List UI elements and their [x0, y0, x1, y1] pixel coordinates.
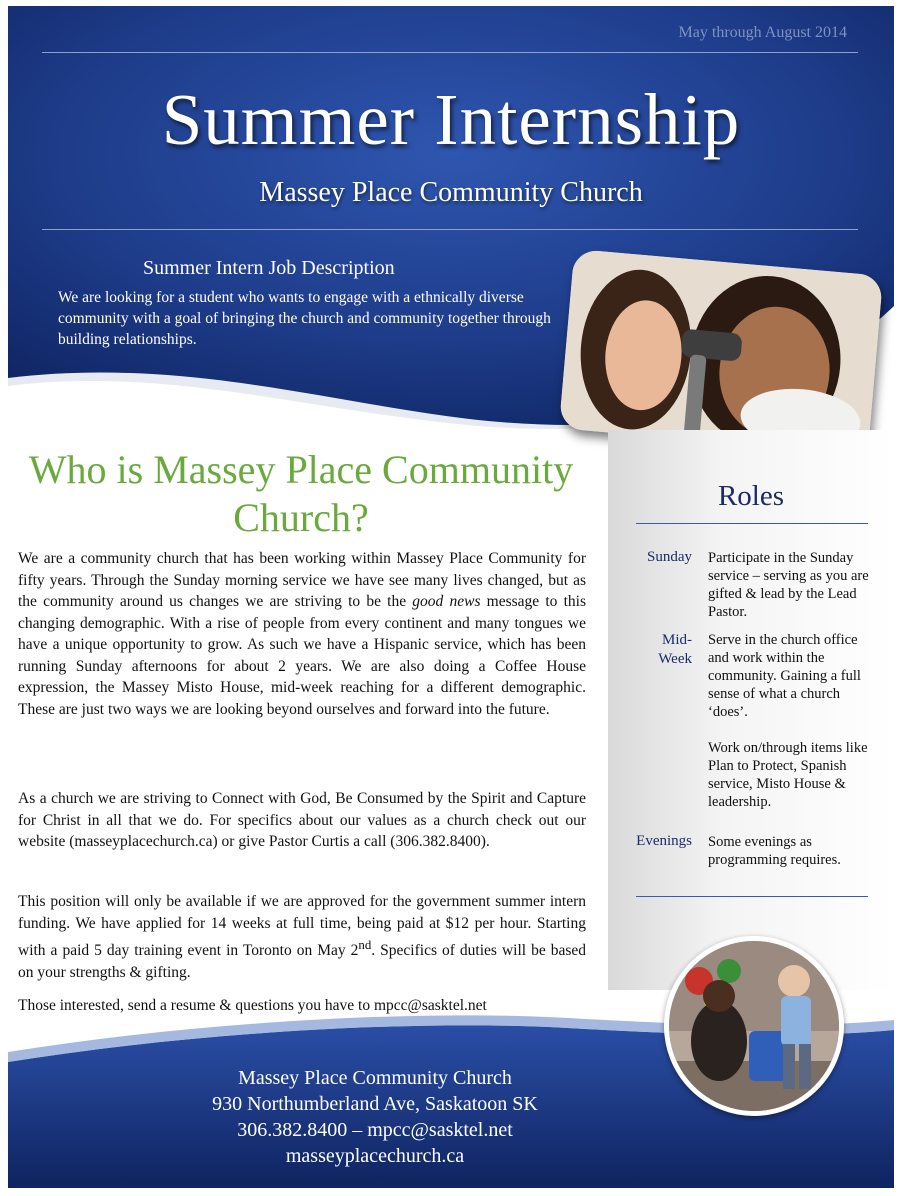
good-news-emphasis: good news [412, 593, 481, 610]
eye-exam-photo [559, 249, 884, 455]
role-label-evenings: Evenings [636, 833, 692, 849]
who-heading: Who is Massey Place Community Church? [28, 447, 574, 540]
date-range: May through August 2014 [678, 24, 847, 41]
roles-top-divider [636, 523, 868, 524]
date-suffix: nd [358, 937, 372, 952]
header-top-divider [42, 52, 858, 53]
role-label-sunday: Sunday [647, 549, 692, 565]
who-paragraph-1-start: We are a community church that has been working within Massey Place Community for fifty years. Through the Sunday morning service we have see many lives changed, but as the community around us changes we are striving to be the [18, 550, 586, 610]
who-paragraph-3 [18, 891, 586, 983]
role-desc-items: Work on/through items like Plan to Protect, Spanish service, Misto House & leadership. [708, 740, 868, 810]
church-name-subtitle: Massey Place Community Church [259, 177, 643, 208]
who-paragraph-1-end: message to this changing demographic. With a rise of people from every continent and many tongues we have a unique opportunity to grow. As such we have a Hispanic service, which has been running Sunday afternoons for about 2 years. We are also doing a Coffee House expression, the Massey Misto House, mid-week reaching for a different demographic. These are just two ways we are looking beyond ourselves and forward into the future. [18, 593, 586, 718]
who-paragraph-4: Those interested, send a resume & questions you have to mpcc@sasktel.net [18, 997, 487, 1014]
who-paragraph-1 [18, 548, 586, 720]
roles-bottom-divider [636, 896, 868, 897]
page-title: Summer Internship [161, 79, 741, 160]
who-paragraph-3-start: This position will only be available if we are approved for the government summer intern funding. We have applied for 14 weeks at full time, being paid at $12 per hour. Starting with a paid 5 day training event in Toronto on May 2 [18, 893, 586, 960]
job-description-text: We are looking for a student who wants to engage with a ethnically diverse community with a goal of bringing the church and community together through building relationships. [58, 289, 551, 348]
footer-contact: 306.382.8400 – mpcc@sasktel.net [237, 1119, 513, 1141]
footer-church-name: Massey Place Community Church [238, 1067, 512, 1089]
job-description-heading: Summer Intern Job Description [143, 257, 395, 279]
role-label-midweek-line1: Mid- [662, 632, 692, 648]
role-desc-midweek: Serve in the church office and work within the community. Gaining a full sense of what a church ‘does’. [708, 632, 861, 720]
role-label-midweek-line2: Week [658, 651, 692, 667]
roles-heading: Roles [717, 480, 785, 512]
role-desc-sunday: Participate in the Sunday service – serving as you are gifted & lead by the Lead Pastor. [708, 550, 869, 620]
who-paragraph-2: As a church we are striving to Connect with God, Be Consumed by the Spirit and Capture for Christ in all that we do. For specifics about our values as a church check out our website (masseyplacechurch.ca) or give Pastor Curtis a call (306.382.8400). [18, 790, 586, 850]
who-paragraph-3-end: . Specifics of duties will be based on your strengths & gifting. [18, 942, 586, 981]
footer-website[interactable]: masseyplacechurch.ca [285, 1145, 465, 1167]
header-bottom-divider [42, 229, 858, 230]
therapy-photo [664, 936, 844, 1116]
footer-address: 930 Northumberland Ave, Saskatoon SK [212, 1093, 538, 1115]
role-desc-evenings: Some evenings as programming requires. [708, 834, 841, 868]
role-label-midweek [612, 631, 692, 669]
